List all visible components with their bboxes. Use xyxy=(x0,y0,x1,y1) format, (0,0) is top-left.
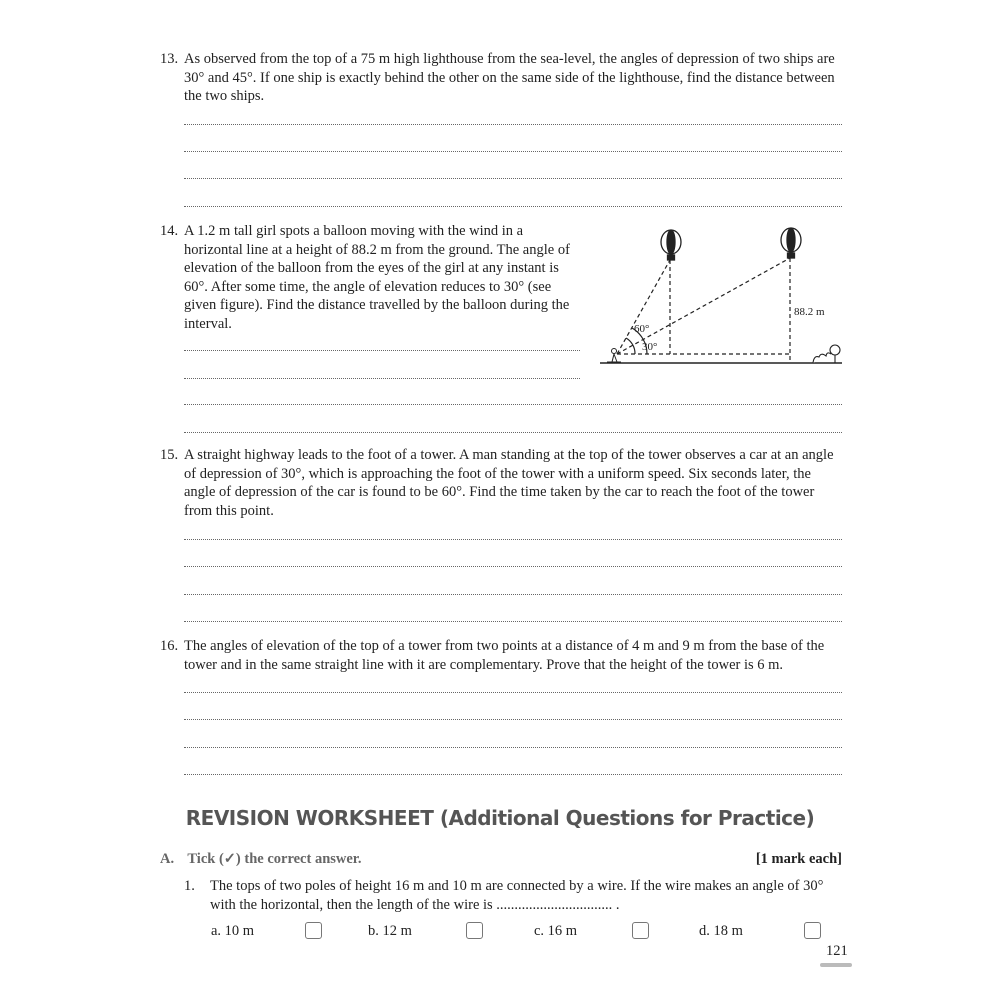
answer-line[interactable] xyxy=(184,594,842,595)
checkbox-d[interactable] xyxy=(804,922,821,939)
balloon-icon xyxy=(781,228,801,258)
question-number: 16. xyxy=(160,638,179,654)
page-number: 121 xyxy=(826,943,848,959)
option-b: b. 12 m xyxy=(368,923,412,939)
answer-line[interactable] xyxy=(184,747,842,748)
answer-line[interactable] xyxy=(184,692,842,693)
option-d: d. 18 m xyxy=(699,923,743,939)
section-label: A. xyxy=(160,851,175,867)
mcq-question-1 xyxy=(184,877,844,915)
answer-line[interactable] xyxy=(184,404,842,405)
height-label: 88.2 m xyxy=(794,306,825,318)
answer-line[interactable] xyxy=(184,774,842,775)
question-number: 15. xyxy=(160,447,179,463)
question-13 xyxy=(160,50,844,106)
question-number: 14. xyxy=(160,223,179,239)
instruction-text: Tick (✓) the correct answer. xyxy=(187,851,362,867)
answer-line[interactable] xyxy=(184,566,842,567)
angle-label-30: 30° xyxy=(642,341,658,353)
answer-line[interactable] xyxy=(184,151,842,152)
answer-line[interactable] xyxy=(184,539,842,540)
question-text: The tops of two poles of height 16 m and 10 m are connected by a wire. If the wire makes an angle of 30° with the horizontal, then the length of the wire is ................................ . xyxy=(210,878,824,913)
answer-line[interactable] xyxy=(184,432,842,433)
bush-icon xyxy=(813,345,840,363)
question-14 xyxy=(160,222,580,333)
question-number: 1. xyxy=(184,878,195,894)
option-a: a. 10 m xyxy=(211,923,255,939)
balloon-figure xyxy=(595,222,850,370)
question-text: A 1.2 m tall girl spots a balloon moving with the wind in a horizontal line at a height of 88.2 m from the ground. The angle of elevation of the balloon from the eyes of the girl at any instant is 60°. After some time, the angle of elevation reduces to 30° (see given figure). Find the distance travelled by the balloon during the interval. xyxy=(184,223,570,332)
question-number: 13. xyxy=(160,51,179,67)
checkbox-a[interactable] xyxy=(305,922,322,939)
answer-line[interactable] xyxy=(184,378,580,379)
answer-line[interactable] xyxy=(184,719,842,720)
angle-label-60: 60° xyxy=(634,323,650,335)
answer-line[interactable] xyxy=(184,206,842,207)
answer-line[interactable] xyxy=(184,178,842,179)
question-text: The angles of elevation of the top of a tower from two points at a distance of 4 m and 9 m from the base of the tower and in the same straight line with it are complementary. Prove that the height of the tower is 6 m. xyxy=(184,638,825,673)
checkbox-c[interactable] xyxy=(632,922,649,939)
question-text: As observed from the top of a 75 m high lighthouse from the sea-level, the angles of depression of two ships are 30° and 45°. If one ship is exactly behind the other on the same side of the lighthouse, find the distance between the two ships. xyxy=(184,51,835,104)
answer-line[interactable] xyxy=(184,124,842,125)
question-15 xyxy=(160,446,844,520)
answer-line[interactable] xyxy=(184,621,842,622)
answer-line[interactable] xyxy=(184,350,580,351)
page-number-bar xyxy=(820,963,852,967)
section-a-instruction xyxy=(160,851,842,868)
question-text: A straight highway leads to the foot of a tower. A man standing at the top of the tower observes a car at an angle of depression of 30°, which is approaching the foot of the tower with a uniform speed. Six seconds later, the angle of depression of the car is found to be 60°. Find the time taken by the car to reach the foot of the tower from this point. xyxy=(184,447,834,519)
option-c: c. 16 m xyxy=(534,923,578,939)
marks-label: [1 mark each] xyxy=(755,851,842,867)
question-16 xyxy=(160,637,844,674)
balloon-icon xyxy=(661,230,681,260)
checkbox-b[interactable] xyxy=(466,922,483,939)
revision-heading: REVISION WORKSHEET (Additional Questions for Practice) xyxy=(185,806,815,830)
